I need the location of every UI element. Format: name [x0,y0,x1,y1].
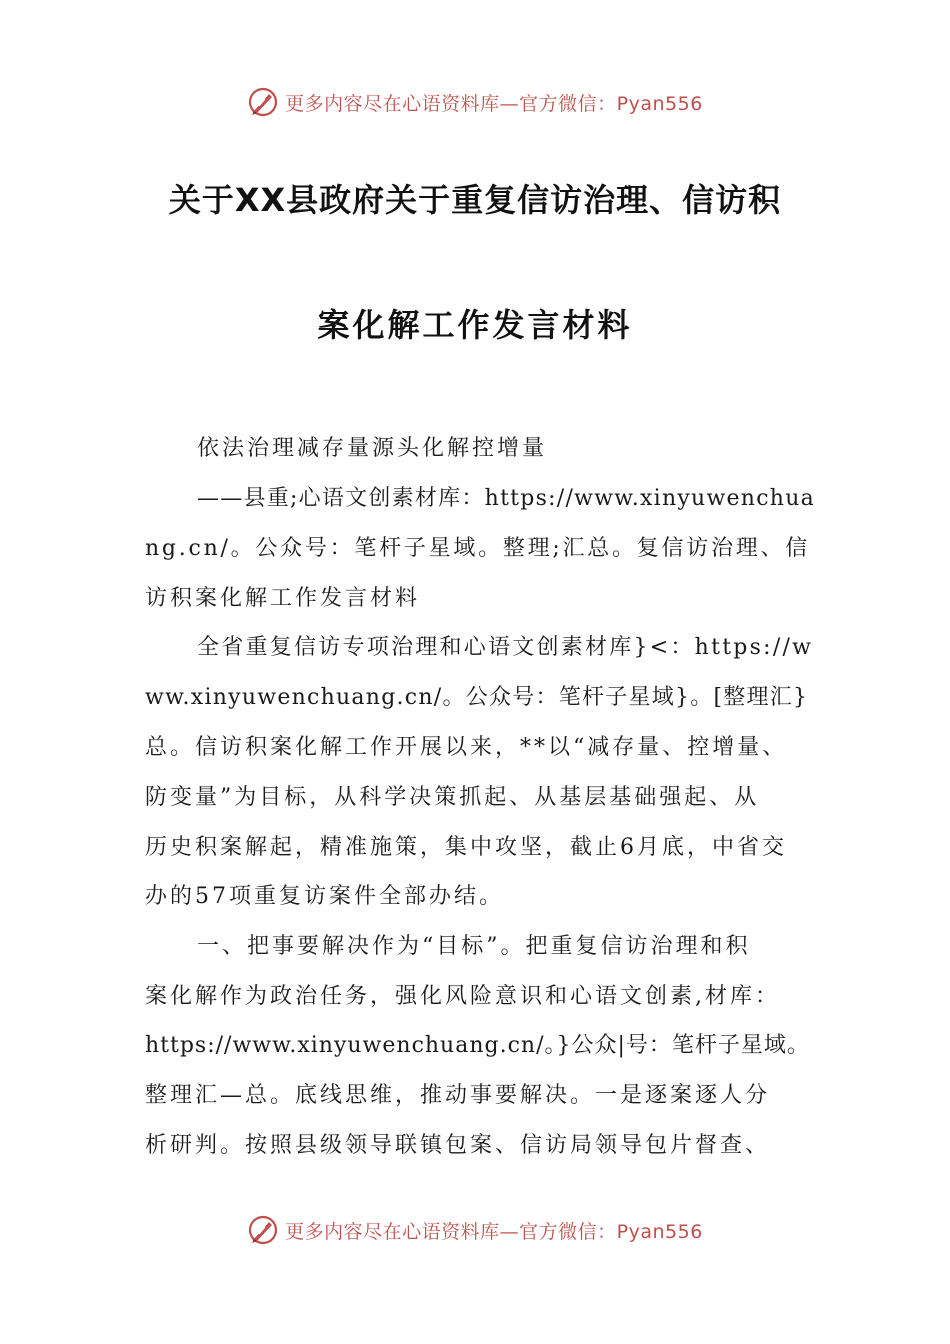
body-line-2: ——县重;心语文创素材库：https://www.xinyuwenchua [197,486,816,511]
watermark-wechat-id: Pyan556 [616,1220,703,1243]
body-line-5: 全省重复信访专项治理和心语文创素材库}<：https://w [197,635,814,660]
watermark-banner-bottom [0,1210,950,1250]
body-line-7: 总。信访积案化解工作开展以来，**以“减存量、控增量、 [145,735,788,760]
watermark-wechat-id: Pyan556 [616,92,703,115]
body-line-1: 依法治理减存量源头化解控增量 [197,436,548,461]
quill-pen-logo-icon [247,1214,279,1246]
watermark-text: 更多内容尽在心语资料库—官方微信：Pyan556 [285,92,703,115]
body-line-14: 整理汇—总。底线思维，推动事要解决。一是逐案逐人分 [145,1083,771,1108]
watermark-banner-top [0,82,950,122]
quill-pen-logo-icon [247,86,279,118]
body-line-11: 一、把事要解决作为“目标”。把重复信访治理和积 [197,934,751,959]
watermark-text: 更多内容尽在心语资料库—官方微信：Pyan556 [285,1220,703,1243]
body-line-6: ww.xinyuwenchuang.cn/。公众号：笔杆子星域}。[整理汇} [145,685,809,710]
body-line-9: 历史积案解起，精准施策，集中攻坚，截止6月底，中省交 [145,835,787,860]
body-line-13: https://www.xinyuwenchuang.cn/。}公众|号：笔杆子星域。 [145,1033,810,1058]
body-line-10: 办的57项重复访案件全部办结。 [145,884,504,909]
body-line-4: 访积案化解工作发言材料 [145,586,421,611]
document-title-line-1: 关于XX县政府关于重复信访治理、信访积 [168,181,782,219]
document-title-line-2: 案化解工作发言材料 [317,306,633,344]
body-line-12: 案化解作为政治任务，强化风险意识和心语文创素,材库： [145,984,780,1009]
body-line-3: ng.cn/。公众号：笔杆子星域。整理;汇总。复信访治理、信 [145,536,811,561]
body-line-15: 析研判。按照县级领导联镇包案、信访局领导包片督查、 [145,1133,771,1158]
body-line-8: 防变量”为目标，从科学决策抓起、从基层基础强起、从 [145,785,760,810]
